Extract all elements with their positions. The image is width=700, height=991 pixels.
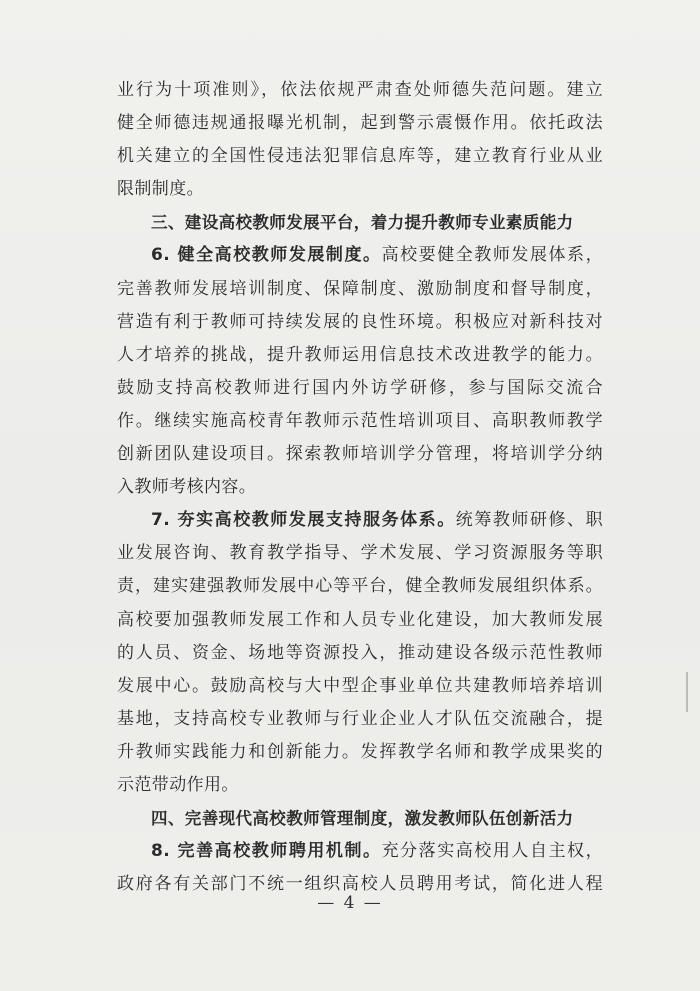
paragraph-line: 业行为十项准则》，依法依规严肃查处师德失范问题。建立 [117, 80, 603, 100]
item-8-title: 8. 完善高校教师聘用机制。 [151, 841, 382, 862]
page-number: — 4 — [317, 893, 383, 913]
item-8-text: 充分落实高校用人自主权， [381, 841, 603, 862]
paragraph-line: 人才培养的挑战，提升教师运用信息技术改进教学的能力。 [117, 344, 603, 365]
paragraph-line: 完善教师发展培训制度、保障制度、激励制度和督导制度， [117, 278, 603, 299]
section-heading-4: 四、完善现代高校教师管理制度，激发教师队伍创新活力 [151, 809, 574, 829]
paragraph-line: 入教师考核内容。 [117, 477, 257, 498]
paragraph-line: 示范带动作用。 [117, 774, 239, 795]
item-6-title: 6. 健全高校教师发展制度。 [151, 245, 382, 266]
paragraph-line: 机关建立的全国性侵违法犯罪信息库等，建立教育行业从业 [117, 146, 603, 167]
paragraph-line: 升教师实践能力和创新能力。发挥教学名师和教学成果奖的 [117, 741, 603, 762]
paragraph-line: 创新团队建设项目。探索教师培训学分管理，将培训学分纳 [117, 444, 603, 465]
paragraph-line: 业发展咨询、教育教学指导、学术发展、学习资源服务等职 [117, 543, 603, 564]
item-7-title: 7. 夯实高校教师发展支持服务体系。 [151, 510, 456, 531]
paragraph-line: 发展中心。鼓励高校与大中型企事业单位共建教师培养培训 [117, 675, 603, 696]
item-7-line [117, 504, 603, 537]
paragraph-line: 限制制度。 [117, 179, 204, 200]
paragraph-line: 责，建实建强教师发展中心等平台，健全教师发展组织体系。 [117, 576, 603, 597]
paragraph-line: 高校要加强教师发展工作和人员专业化建设，加大教师发展 [117, 609, 603, 630]
paragraph-line: 基地，支持高校专业教师与行业企业人才队伍交流融合，提 [117, 708, 603, 729]
paragraph-line: 作。继续实施高校青年教师示范性培训项目、高职教师教学 [117, 410, 603, 431]
paragraph-line: 政府各有关部门不统一组织高校人员聘用考试，简化进人程 [117, 874, 603, 895]
item-6-text: 高校要健全教师发展体系， [381, 245, 603, 266]
item-6-line [117, 239, 603, 272]
binding-edge-mark [686, 672, 688, 712]
document-body [117, 74, 603, 901]
paragraph-line: 的人员、资金、场地等资源投入，推动建设各级示范性教师 [117, 642, 603, 663]
item-7-text: 统筹教师研修、职 [455, 510, 603, 531]
paragraph-line: 健全师德违规通报曝光机制，起到警示震慑作用。依托政法 [117, 113, 603, 134]
section-heading-3: 三、建设高校教师发展平台，着力提升教师专业素质能力 [151, 213, 574, 233]
paragraph-line: 营造有利于教师可持续发展的良性环境。积极应对新科技对 [117, 311, 603, 332]
paragraph-line: 鼓励支持高校教师进行国内外访学研修，参与国际交流合 [117, 377, 603, 398]
item-8-line [117, 835, 603, 868]
